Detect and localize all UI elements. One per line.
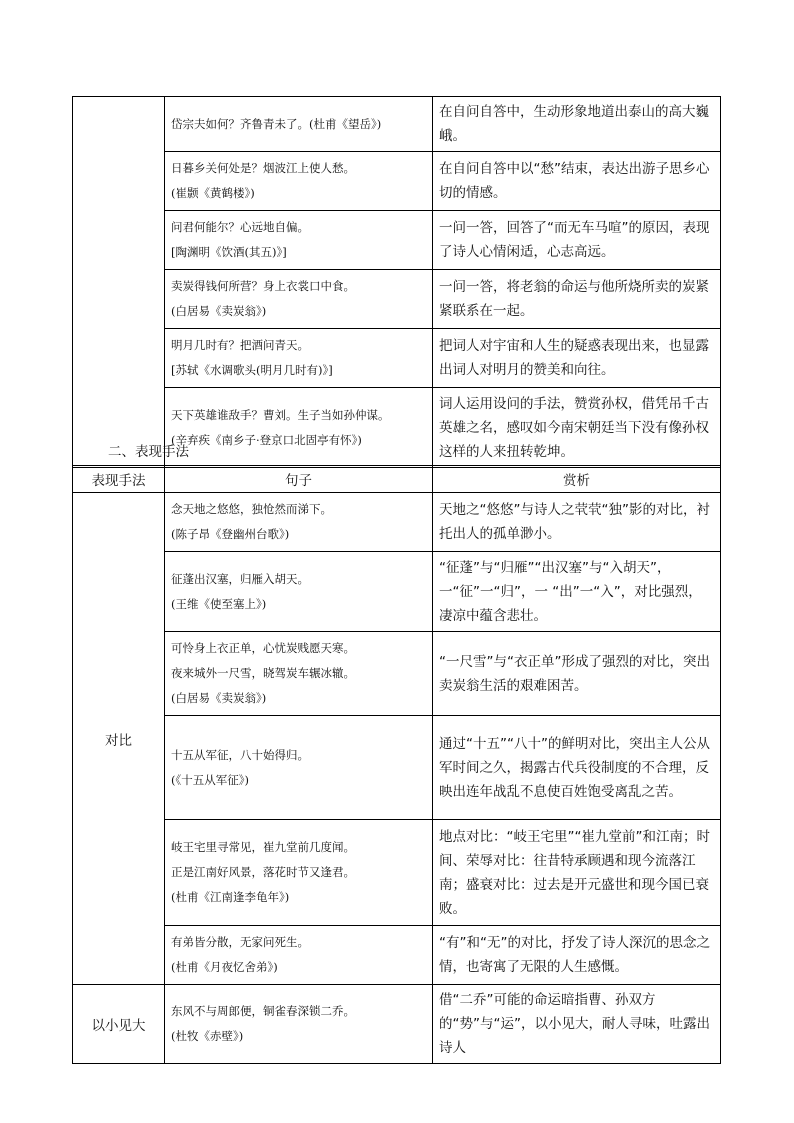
- sentence-line: 念天地之悠悠，独怆然而涕下。: [171, 502, 332, 516]
- analysis-cell: “征蓬”与“归雁”“出汉塞”与“入胡天”，一“征”一“归”，一 “出”一“入”，对比强烈，凄凉中蕴含悲壮。: [433, 552, 721, 632]
- analysis-cell: 把词人对宇宙和人生的疑惑表现出来，也显露出词人对明月的赞美和向往。: [433, 329, 721, 388]
- rhetoric-table-continued: [72, 96, 721, 468]
- table-row: [73, 493, 721, 552]
- sentence-line: 问君何能尔？心远地自偏。: [171, 220, 309, 234]
- sentence-cell: [165, 716, 433, 820]
- expression-technique-table: [72, 465, 721, 1064]
- sentence-cell: [165, 329, 433, 388]
- sentence-line: 天下英雄谁敌手？曹刘。生子当如孙仲谋。: [171, 407, 390, 422]
- analysis-cell: 借“二乔”可能的命运暗指曹、孙双方的“势”与“运”，以小见大，耐人寻味，吐露出诗人: [433, 985, 721, 1064]
- sentence-line: 东风不与周郎便，铜雀春深锁二乔。: [171, 1004, 355, 1018]
- analysis-cell: 在自问自答中，生动形象地道出泰山的高大巍峨。: [433, 97, 721, 152]
- sentence-line: 有弟皆分散，无家问死生。: [171, 935, 309, 949]
- sentence-cell: [165, 985, 433, 1064]
- sentence-line: 日暮乡关何处是？烟波江上使人愁。: [171, 161, 355, 175]
- sentence-source: [陶渊明《饮酒(其五)》]: [171, 245, 287, 259]
- method-cell-small-to-large: 以小见大: [73, 985, 165, 1064]
- sentence-source: (王维《使至塞上》): [171, 596, 267, 611]
- table-row: [73, 926, 721, 985]
- table-header-row: [73, 466, 721, 493]
- sentence-source: (杜甫《月夜忆舍弟》): [171, 960, 278, 974]
- header-sentence: 句子: [165, 466, 433, 493]
- sentence-line: 岐王宅里寻常见，崔九堂前几度闻。: [171, 840, 355, 854]
- sentence-cell: [165, 152, 433, 211]
- sentence-source: [苏轼《水调歌头(明月几时有)》]: [171, 363, 333, 377]
- sentence-cell: [165, 97, 433, 152]
- sentence-line: 岱宗夫如何？齐鲁青未了。(杜甫《望岳》): [171, 116, 382, 131]
- sentence-cell: [165, 211, 433, 270]
- sentence-source: (杜牧《赤壁》): [171, 1029, 244, 1043]
- analysis-cell: 在自问自答中以“愁”结束，表达出游子思乡心切的情感。: [433, 152, 721, 211]
- sentence-cell: [165, 820, 433, 926]
- analysis-cell: “一尺雪”与“衣正单”形成了强烈的对比，突出卖炭翁生活的艰难困苦。: [433, 632, 721, 716]
- sentence-line: 夜来城外一尺雪，晓驾炭车辗冰辙。: [171, 666, 355, 680]
- category-cell-empty: [73, 97, 165, 468]
- sentence-source: (崔颢《黄鹤楼》): [171, 186, 255, 200]
- table-row: [73, 632, 721, 716]
- section-title: 二、表现手法: [108, 444, 189, 460]
- sentence-source: (杜甫《江南逢李龟年》): [171, 890, 290, 904]
- sentence-source: (辛弃疾《南乡子·登京口北固亭有怀》): [171, 432, 362, 447]
- analysis-cell: 一问一答，将老翁的命运与他所烧所卖的炭紧紧联系在一起。: [433, 270, 721, 329]
- header-analysis: 赏析: [433, 466, 721, 493]
- sentence-line: 明月几时有？把酒问青天。: [171, 338, 309, 352]
- sentence-cell: [165, 552, 433, 632]
- sentence-cell: [165, 632, 433, 716]
- table-row: [73, 716, 721, 820]
- header-method: 表现手法: [73, 466, 165, 493]
- table-row: [73, 329, 721, 388]
- sentence-source: (白居易《卖炭翁》): [171, 691, 267, 705]
- table-row: [73, 152, 721, 211]
- sentence-source: (陈子昂《登幽州台歌》): [171, 527, 290, 541]
- table-row: [73, 985, 721, 1064]
- sentence-line: 正是江南好风景，落花时节又逢君。: [171, 865, 355, 879]
- sentence-cell: [165, 270, 433, 329]
- analysis-cell: 通过“十五”“八十”的鲜明对比，突出主人公从军时间之久，揭露古代兵役制度的不合理，反映出连年战乱不息使百姓饱受离乱之苦。: [433, 716, 721, 820]
- analysis-cell: 天地之“悠悠”与诗人之茕茕“独”影的对比，衬托出人的孤单渺小。: [433, 493, 721, 552]
- sentence-cell: [165, 926, 433, 985]
- sentence-cell: [165, 493, 433, 552]
- sentence-line: 征蓬出汉塞，归雁入胡天。: [171, 571, 309, 586]
- analysis-cell: 一问一答，回答了“而无车马喧”的原因，表现了诗人心情闲适，心志高远。: [433, 211, 721, 270]
- analysis-cell: “有”和“无”的对比，抒发了诗人深沉的思念之情，也寄寓了无限的人生感慨。: [433, 926, 721, 985]
- table-row: [73, 552, 721, 632]
- table-row: [73, 211, 721, 270]
- table-row: [73, 97, 721, 152]
- sentence-source: (白居易《卖炭翁》): [171, 304, 267, 318]
- table-row: [73, 270, 721, 329]
- sentence-cell: [165, 388, 433, 468]
- sentence-line: 十五从军征，八十始得归。: [171, 747, 309, 762]
- method-cell-contrast: 对比: [73, 493, 165, 985]
- table-row: [73, 820, 721, 926]
- sentence-line: 卖炭得钱何所营？身上衣裳口中食。: [171, 279, 355, 293]
- sentence-source: (《十五从军征》): [171, 772, 249, 787]
- sentence-line: 可怜身上衣正单，心忧炭贱愿天寒。: [171, 641, 355, 655]
- analysis-cell: 地点对比：“岐王宅里”“崔九堂前”和江南；时间、荣辱对比：往昔特承顾遇和现今流落江南；盛衰对比：过去是开元盛世和现今国已衰败。: [433, 820, 721, 926]
- analysis-cell: 词人运用设问的手法，赞赏孙权，借凭吊千古英雄之名，感叹如今南宋朝廷当下没有像孙权这样的人来扭转乾坤。: [433, 388, 721, 468]
